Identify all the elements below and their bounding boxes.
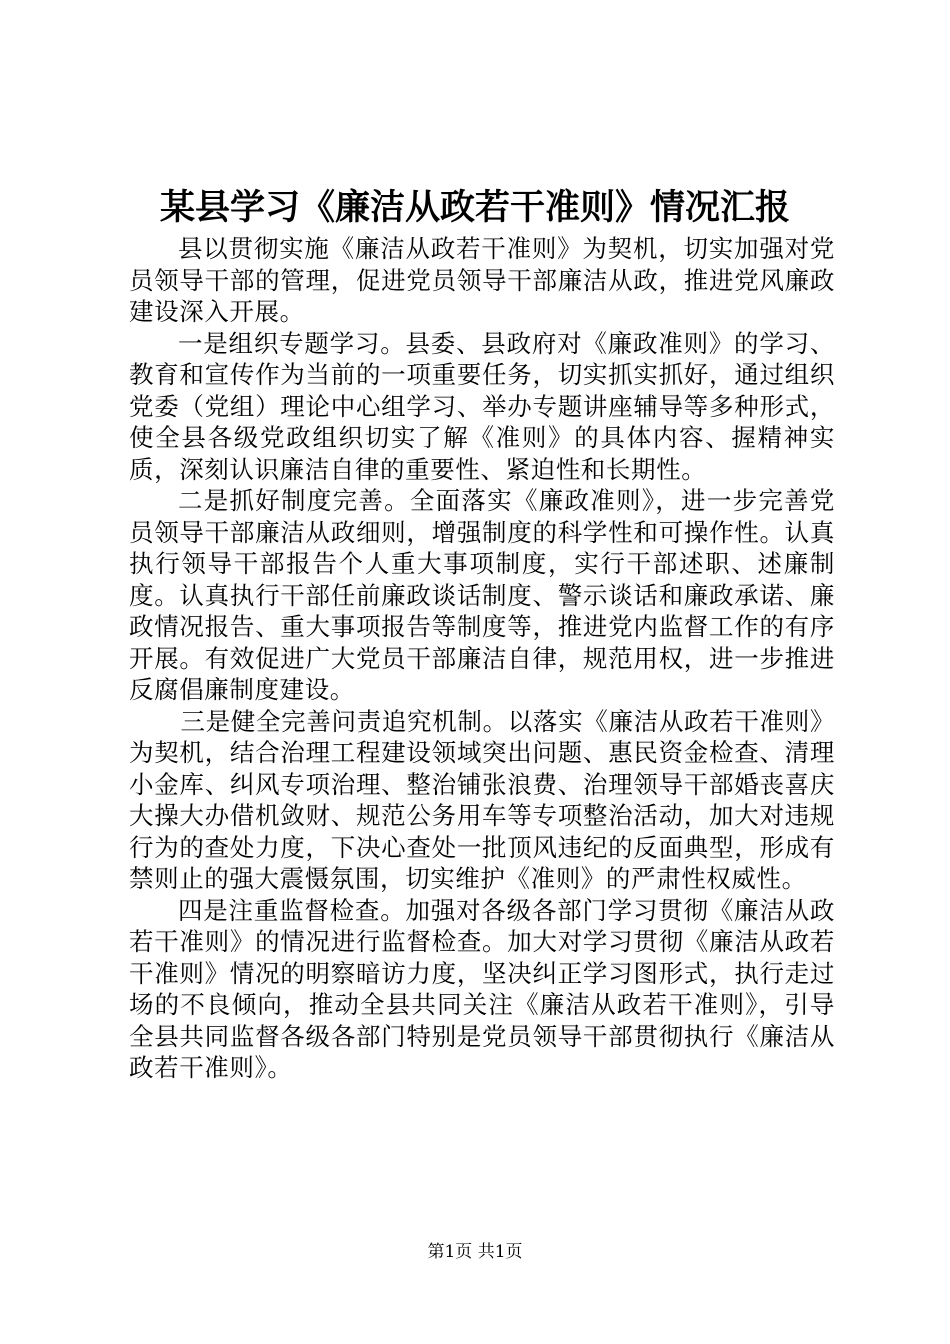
paragraph-supervision: 四是注重监督检查。加强对各级各部门学习贯彻《廉洁从政若干准则》的情况进行监督检查。加大对学习贯彻《廉洁从政若干准则》情况的明察暗访力度，坚决纠正学习图形式，执行走过场的不良倾向，推动全县共同关注《廉洁从政若干准则》，引导全县共同监督各级各部门特别是党员领导干部贯彻执行《廉洁从政若干准则》。 bbox=[129, 895, 835, 1082]
page-number-footer: 第1页 共1页 bbox=[427, 1242, 523, 1262]
document-body bbox=[129, 233, 835, 1084]
paragraph-accountability: 三是健全完善问责追究机制。以落实《廉洁从政若干准则》为契机，结合治理工程建设领域突出问题、惠民资金检查、清理小金库、纠风专项治理、整治铺张浪费、治理领导干部婚丧喜庆大操大办借机敛财、规范公务用车等专项整治活动，加大对违规行为的查处力度，下决心查处一批顶风违纪的反面典型，形成有禁则止的强大震慑氛围，切实维护《准则》的严肃性权威性。 bbox=[129, 706, 835, 893]
paragraph-study: 一是组织专题学习。县委、县政府对《廉政准则》的学习、教育和宣传作为当前的一项重要任务，切实抓实抓好，通过组织党委（党组）理论中心组学习、举办专题讲座辅导等多种形式，使全县各级党政组织切实了解《准则》的具体内容、握精神实质，深刻认识廉洁自律的重要性、紧迫性和长期性。 bbox=[129, 328, 835, 484]
paragraph-intro: 县以贯彻实施《廉洁从政若干准则》为契机，切实加强对党员领导干部的管理，促进党员领导干部廉洁从政，推进党风廉政建设深入开展。 bbox=[129, 234, 835, 326]
document-title: 某县学习《廉洁从政若干准则》情况汇报 bbox=[159, 187, 790, 228]
paragraph-system: 二是抓好制度完善。全面落实《廉政准则》，进一步完善党员领导干部廉洁从政细则，增强制度的科学性和可操作性。认真执行领导干部报告个人重大事项制度，实行干部述职、述廉制度。认真执行干部任前廉政谈话制度、警示谈话和廉政承诺、廉政情况报告、重大事项报告等制度等，推进党内监督工作的有序开展。有效促进广大党员干部廉洁自律，规范用权，进一步推进反腐倡廉制度建设。 bbox=[129, 486, 835, 704]
